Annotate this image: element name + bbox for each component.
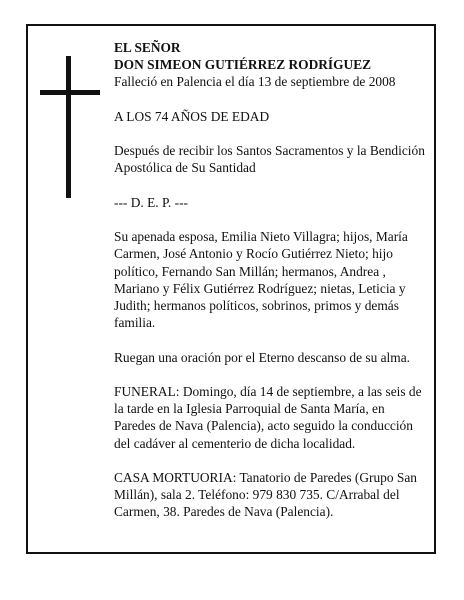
deceased-name: DON SIMEON GUTIÉRREZ RODRÍGUEZ (114, 57, 372, 73)
age-line: A LOS 74 AÑOS DE EDAD (114, 108, 270, 124)
cross-horizontal-bar (40, 90, 100, 95)
death-date-line: Falleció en Palencia el día 13 de septiembre de 2008 (114, 74, 396, 90)
title-line-1: EL SEÑOR (114, 40, 181, 55)
mortuary-paragraph: CASA MORTUORIA: Tanatorio de Paredes (Grupo San Millán), sala 2. Teléfono: 979 830 735. C/Arrabal del Carmen, 38. Paredes de Nava (Palencia). (114, 469, 417, 520)
rip-line: --- D. E. P. --- (114, 194, 189, 210)
cross-vertical-bar (66, 56, 71, 198)
sacraments-paragraph: Después de recibir los Santos Sacramentos y la Bendición Apostólica de Su Santidad (114, 143, 425, 176)
obituary-frame (26, 24, 436, 554)
cross-icon (40, 56, 100, 198)
funeral-paragraph: FUNERAL: Domingo, día 14 de septiembre, a las seis de la tarde en la Iglesia Parroquial de Santa María, en Paredes de Nava (Palencia), acto seguido la conducción del cadáver al cementerio de dicha localidad. (114, 383, 422, 451)
prayer-line: Ruegan una oración por el Eterno descanso de su alma. (114, 349, 410, 365)
obituary-text (114, 39, 426, 538)
family-paragraph: Su apenada esposa, Emilia Nieto Villagra; hijos, María Carmen, José Antonio y Rocío Gutiérrez Nieto; hijo político, Fernando San Millán; hermanos, Andrea , Mariano y Félix Gutiérrez Rodríguez; nietas, Leticia y Judith; hermanos políticos, sobrinos, primos y demás familia. (114, 229, 408, 331)
